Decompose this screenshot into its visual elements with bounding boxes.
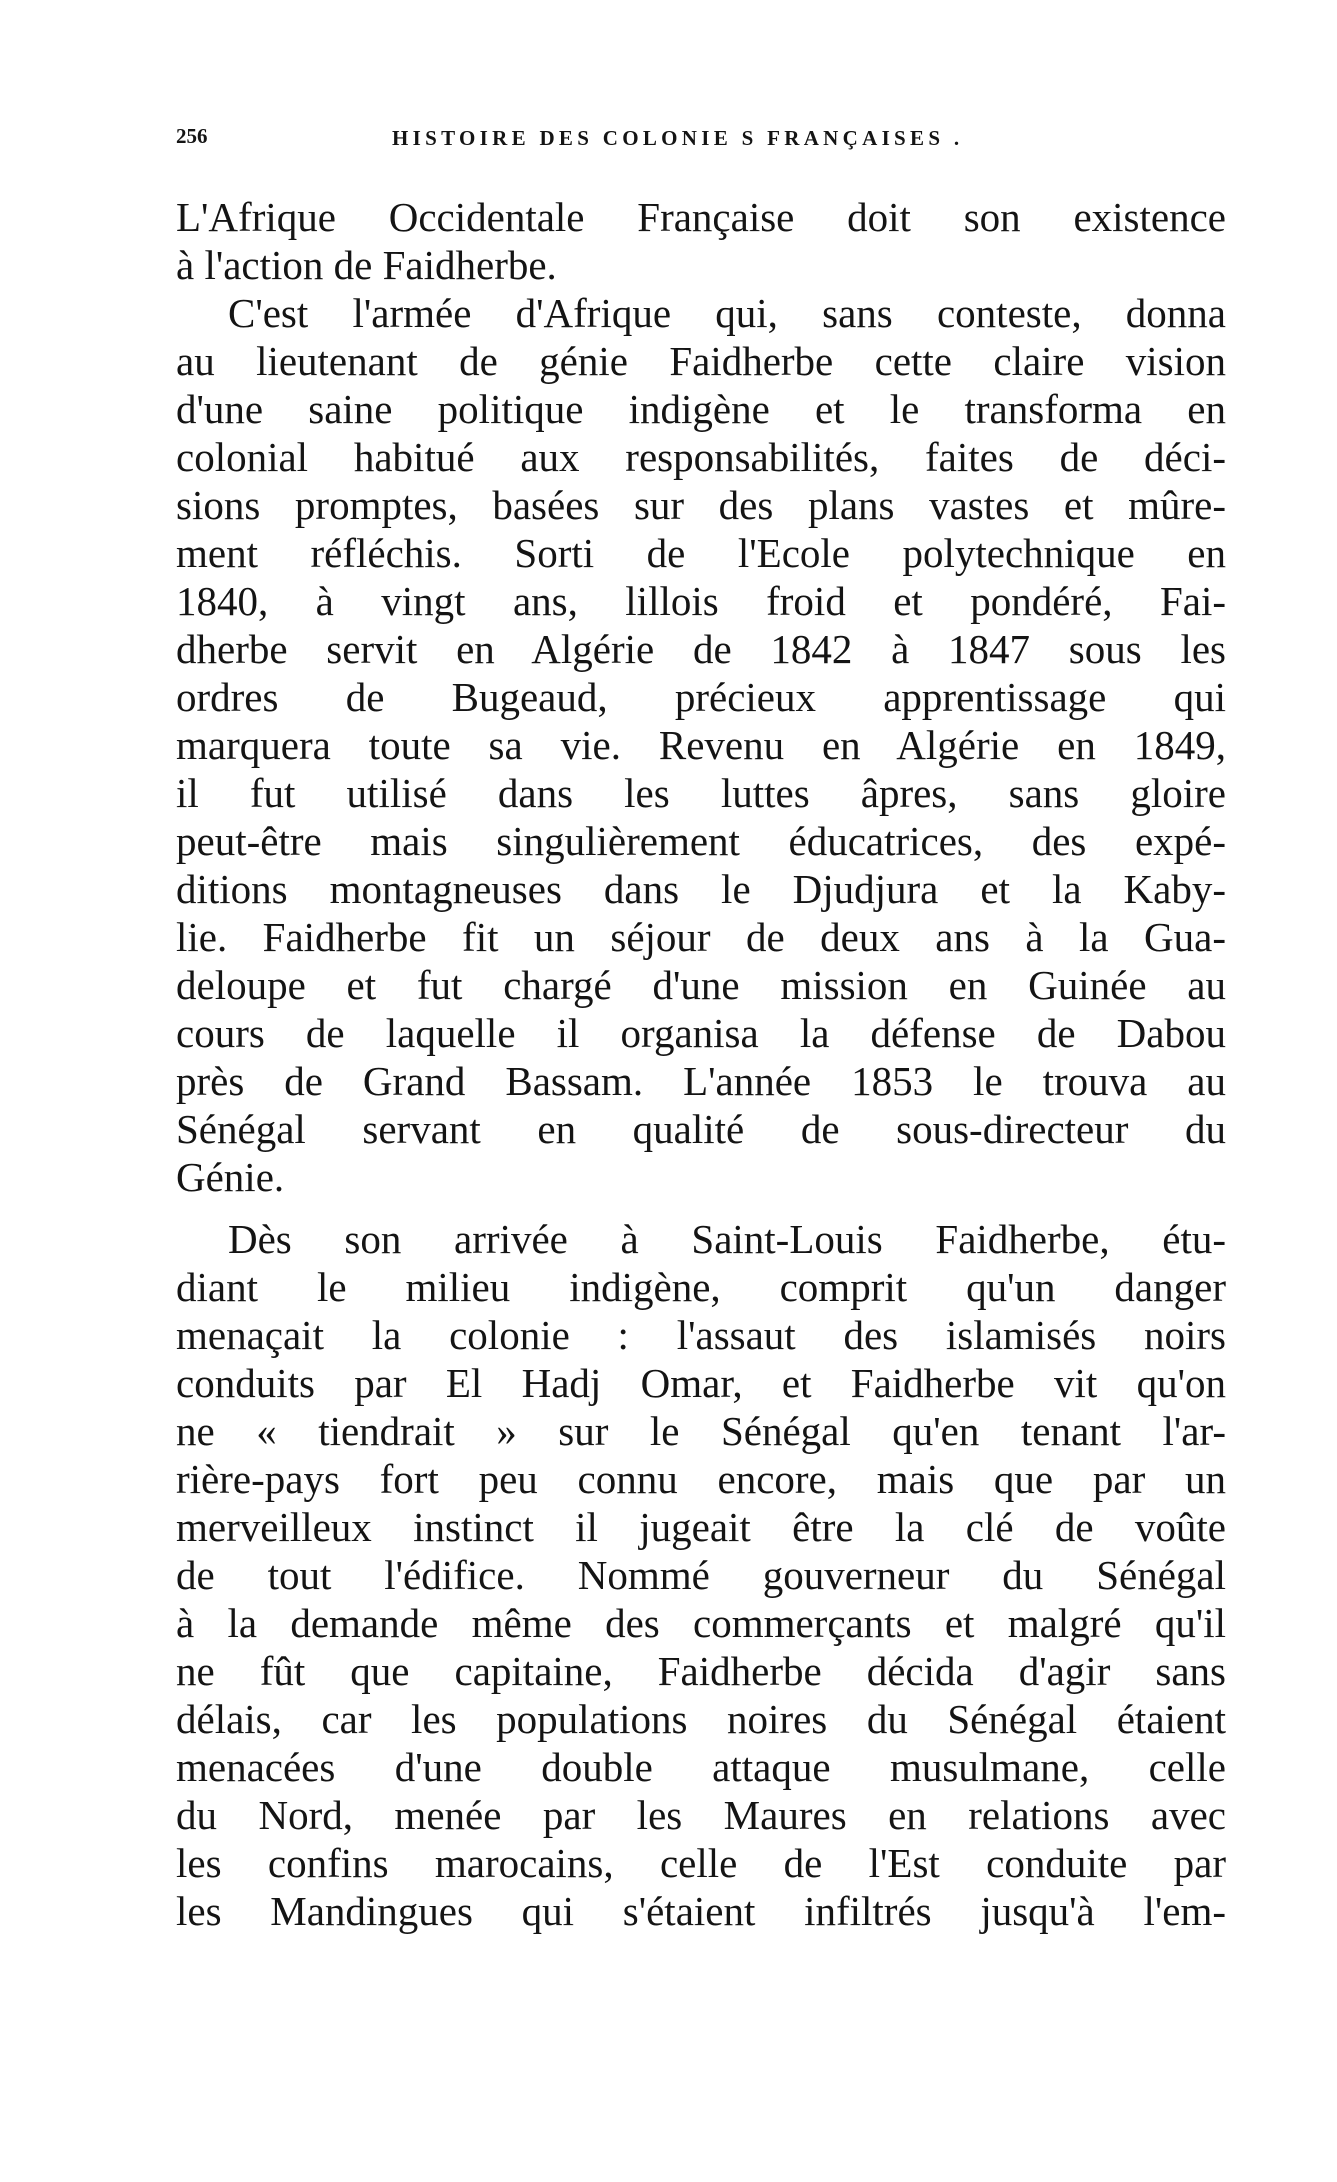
- text-line: ment réfléchis. Sorti de l'Ecole polytechnique en: [176, 530, 1226, 576]
- text-line: du Nord, menée par les Maures en relations avec: [176, 1792, 1226, 1838]
- text-line: L'Afrique Occidentale Française doit son existence: [176, 194, 1226, 240]
- text-line: les Mandingues qui s'étaient infiltrés jusqu'à l'em-: [176, 1888, 1226, 1934]
- text-line: merveilleux instinct il jugeait être la clé de voûte: [176, 1504, 1226, 1550]
- text-line: cours de laquelle il organisa la défense de Dabou: [176, 1010, 1226, 1056]
- text-line: menaçait la colonie : l'assaut des islamisés noirs: [176, 1312, 1226, 1358]
- text-line: C'est l'armée d'Afrique qui, sans conteste, donna: [228, 290, 1226, 336]
- text-line: d'une saine politique indigène et le transforma en: [176, 386, 1226, 432]
- text-line: diant le milieu indigène, comprit qu'un danger: [176, 1264, 1226, 1310]
- body-text: [176, 193, 1226, 1935]
- text-line: marquera toute sa vie. Revenu en Algérie en 1849,: [176, 722, 1226, 768]
- text-line: peut-être mais singulièrement éducatrices, des expé-: [176, 818, 1226, 864]
- paragraph-gap: [176, 1201, 1226, 1215]
- text-line: de tout l'édifice. Nommé gouverneur du Sénégal: [176, 1552, 1226, 1598]
- running-title: HISTOIRE DES COLONIE S FRANÇAISES .: [392, 126, 964, 150]
- paragraph: [176, 1215, 1226, 1935]
- text-line: au lieutenant de génie Faidherbe cette claire vision: [176, 338, 1226, 384]
- text-line: ne fût que capitaine, Faidherbe décida d'agir sans: [176, 1648, 1226, 1694]
- page-number: 256: [176, 124, 208, 148]
- text-line: à la demande même des commerçants et malgré qu'il: [176, 1600, 1226, 1646]
- text-line: à l'action de Faidherbe.: [176, 242, 557, 288]
- text-line: colonial habitué aux responsabilités, faites de déci-: [176, 434, 1226, 480]
- text-line: ne « tiendrait » sur le Sénégal qu'en tenant l'ar-: [176, 1408, 1226, 1454]
- text-line: 1840, à vingt ans, lillois froid et pondéré, Fai-: [176, 578, 1226, 624]
- text-line: il fut utilisé dans les luttes âpres, sans gloire: [176, 770, 1226, 816]
- text-line: ditions montagneuses dans le Djudjura et la Kaby-: [176, 866, 1226, 912]
- text-line: les confins marocains, celle de l'Est conduite par: [176, 1840, 1226, 1886]
- text-line: conduits par El Hadj Omar, et Faidherbe vit qu'on: [176, 1360, 1226, 1406]
- text-line: délais, car les populations noires du Sénégal étaient: [176, 1696, 1226, 1742]
- text-line: dherbe servit en Algérie de 1842 à 1847 sous les: [176, 626, 1226, 672]
- text-line: Génie.: [176, 1154, 285, 1200]
- text-line: sions promptes, basées sur des plans vastes et mûre-: [176, 482, 1226, 528]
- text-line: lie. Faidherbe fit un séjour de deux ans à la Gua-: [176, 914, 1226, 960]
- running-head: [176, 124, 1186, 156]
- text-line: rière-pays fort peu connu encore, mais que par un: [176, 1456, 1226, 1502]
- text-line: Dès son arrivée à Saint-Louis Faidherbe, étu-: [228, 1216, 1226, 1262]
- paragraph: [176, 193, 1226, 289]
- text-line: deloupe et fut chargé d'une mission en Guinée au: [176, 962, 1226, 1008]
- text-line: ordres de Bugeaud, précieux apprentissage qui: [176, 674, 1226, 720]
- text-line: près de Grand Bassam. L'année 1853 le trouva au: [176, 1058, 1226, 1104]
- paragraph: [176, 289, 1226, 1201]
- text-line: Sénégal servant en qualité de sous-directeur du: [176, 1106, 1226, 1152]
- text-line: menacées d'une double attaque musulmane, celle: [176, 1744, 1226, 1790]
